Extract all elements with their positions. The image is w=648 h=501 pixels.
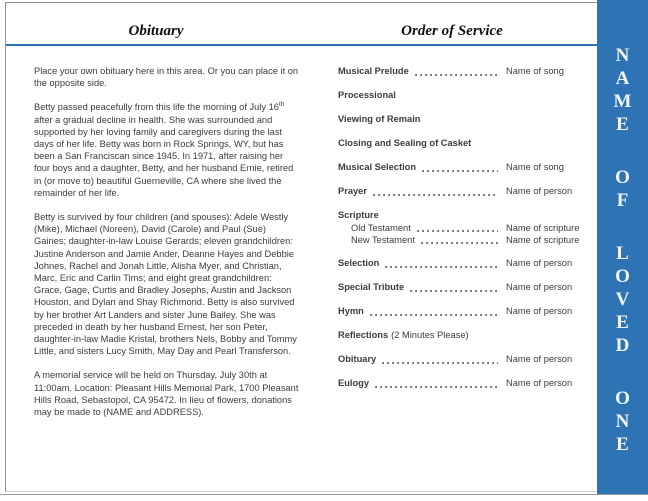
sidebar-letter: O <box>615 167 630 188</box>
dot-leader <box>415 68 498 77</box>
obituary-text: Betty passed peacefully from this life the morning of July 16 <box>34 102 279 113</box>
dot-leader <box>385 260 498 269</box>
obituary-header-area <box>6 3 306 43</box>
order-of-service-header-area <box>306 3 598 43</box>
obituary-title: Obituary <box>128 23 184 39</box>
sidebar-letter: V <box>615 289 630 310</box>
service-item-musical-selection <box>338 161 592 174</box>
service-item-value: Name of scripture <box>506 223 580 233</box>
sidebar-word <box>615 387 630 456</box>
service-item-special-tribute <box>338 281 592 294</box>
service-item-prayer <box>338 185 592 198</box>
sidebar-letter: D <box>615 335 630 356</box>
service-item-label: New Testament <box>351 235 415 245</box>
service-item-selection <box>338 257 592 270</box>
service-item-viewing-of-remain <box>338 113 592 126</box>
service-item-value: Name of song <box>506 162 564 172</box>
service-item-new-testament <box>338 234 592 246</box>
dot-leader <box>382 356 498 365</box>
sidebar-word <box>615 166 630 212</box>
dot-leader <box>370 308 498 317</box>
sidebar-letter: O <box>615 266 630 287</box>
sidebar-letter: A <box>615 68 630 89</box>
service-item-closing-and-sealing <box>338 137 592 150</box>
dot-leader <box>373 188 498 197</box>
service-item-value: Name of person <box>506 354 573 364</box>
service-item-value: Name of song <box>506 66 564 76</box>
dot-leader <box>422 164 498 173</box>
dot-leader <box>421 236 498 245</box>
service-item-label: Obituary <box>338 354 377 364</box>
sidebar-letter: N <box>615 45 630 66</box>
service-item-label: Processional <box>338 90 396 100</box>
service-item-label: Viewing of Remain <box>338 114 421 124</box>
service-item-label: Scripture <box>338 210 379 220</box>
service-item-processional <box>338 89 592 102</box>
service-item-value: Name of person <box>506 282 573 292</box>
sidebar-letter: E <box>616 434 629 455</box>
obituary-text-column <box>34 65 299 430</box>
sidebar-name-of-loved-one <box>597 0 648 494</box>
ordinal-superscript: th <box>278 101 285 109</box>
service-item-label: Selection <box>338 258 380 268</box>
service-item-label: Special Tribute <box>338 282 405 292</box>
service-item-eulogy <box>338 377 592 390</box>
service-item-old-testament <box>338 222 592 234</box>
service-item-obituary <box>338 353 592 366</box>
service-item-hymn <box>338 305 592 318</box>
service-item-label: Musical Prelude <box>338 66 409 76</box>
service-item-note: (2 Minutes Please) <box>391 330 469 340</box>
service-item-label: Hymn <box>338 306 364 316</box>
service-item-label: Musical Selection <box>338 162 417 172</box>
sidebar-letter: E <box>616 312 629 333</box>
obituary-paragraph: Place your own obituary here in this area. Or you can place it on the opposite side. <box>34 66 299 89</box>
sidebar-letter: F <box>616 190 629 211</box>
service-item-label: Old Testament <box>351 223 411 233</box>
service-item-label: Prayer <box>338 186 367 196</box>
sidebar-letter: O <box>615 388 630 409</box>
service-item-reflections <box>338 329 592 342</box>
sidebar-word <box>614 44 632 136</box>
obituary-paragraph <box>34 101 299 199</box>
sidebar-letter: L <box>616 243 629 264</box>
service-item-label: Closing and Sealing of Casket <box>338 138 472 148</box>
sidebar-letter: E <box>616 114 629 135</box>
service-item-label: Reflections <box>338 330 389 340</box>
service-item-value: Name of person <box>506 186 573 196</box>
service-item-scripture <box>338 209 592 222</box>
program-sheet <box>5 2 646 492</box>
service-item-value: Name of person <box>506 258 573 268</box>
page-header <box>6 3 598 43</box>
service-item-value: Name of scripture <box>506 235 580 245</box>
obituary-text: after a gradual decline in health. She was surrounded and supported by her loving family and caregivers during the last days of her life. Betty was born in Rock Springs, WY, but has been a San Franciscan since 1945. In 1971, after raising her four boys and a daughter, Betty, and her husband Ernie, retired in (or move to) beautiful Guerneville, CA where she lived the remainder of her life. <box>34 114 294 198</box>
service-item-value: Name of person <box>506 378 573 388</box>
order-of-service-title: Order of Service <box>401 23 503 39</box>
obituary-paragraph: A memorial service will be held on Thursday, July 30th at 11:00am. Location: Pleasant Hills Memorial Park, 1700 Pleasant Hills Road, Sebastopol, CA 95472. In lieu of flowers, donations may be made to (NAME and ADDRESS). <box>34 370 299 418</box>
sidebar-letter: N <box>615 411 630 432</box>
order-of-service-list <box>338 65 592 401</box>
service-item-value: Name of person <box>506 306 573 316</box>
header-divider-rule <box>6 44 598 46</box>
page-bottom-edge <box>0 494 648 495</box>
service-item-label: Eulogy <box>338 378 369 388</box>
sidebar-letter: M <box>613 91 632 112</box>
dot-leader <box>375 380 498 389</box>
service-item-musical-prelude <box>338 65 592 78</box>
dot-leader <box>410 284 498 293</box>
dot-leader <box>417 224 498 233</box>
obituary-paragraph: Betty is survived by four children (and spouses): Adele Westly (Mike), Michael (Noreen), David (Carole) and Paul (Sue) Gaines; daughter-in-law Louise Gerards; eleven grandchildren: Justine Anderson and Jamie Ander, Deanne Hayes and Debbie Johnes, Rachel and Jonah Little, Alisha Myer, and Christian, Marc, Eric and Carlin Tims; and eight great grandchildren: Grace, Gage, Curtis and Bradley Josephs, Austin and Jackson Houston, and Dylan and Shay Richmond. Betty is also survived by her brother Art Landers and sister June Bailey. She was preceded in death by her husband Ernest, her son Peter, daughter-in-law Madie Kristal, brothers Nels, Bobby and Tommy Little, and sisters Lucy Smith, May Day and Pearl Transferson. <box>34 212 297 357</box>
sidebar-word <box>615 242 630 357</box>
